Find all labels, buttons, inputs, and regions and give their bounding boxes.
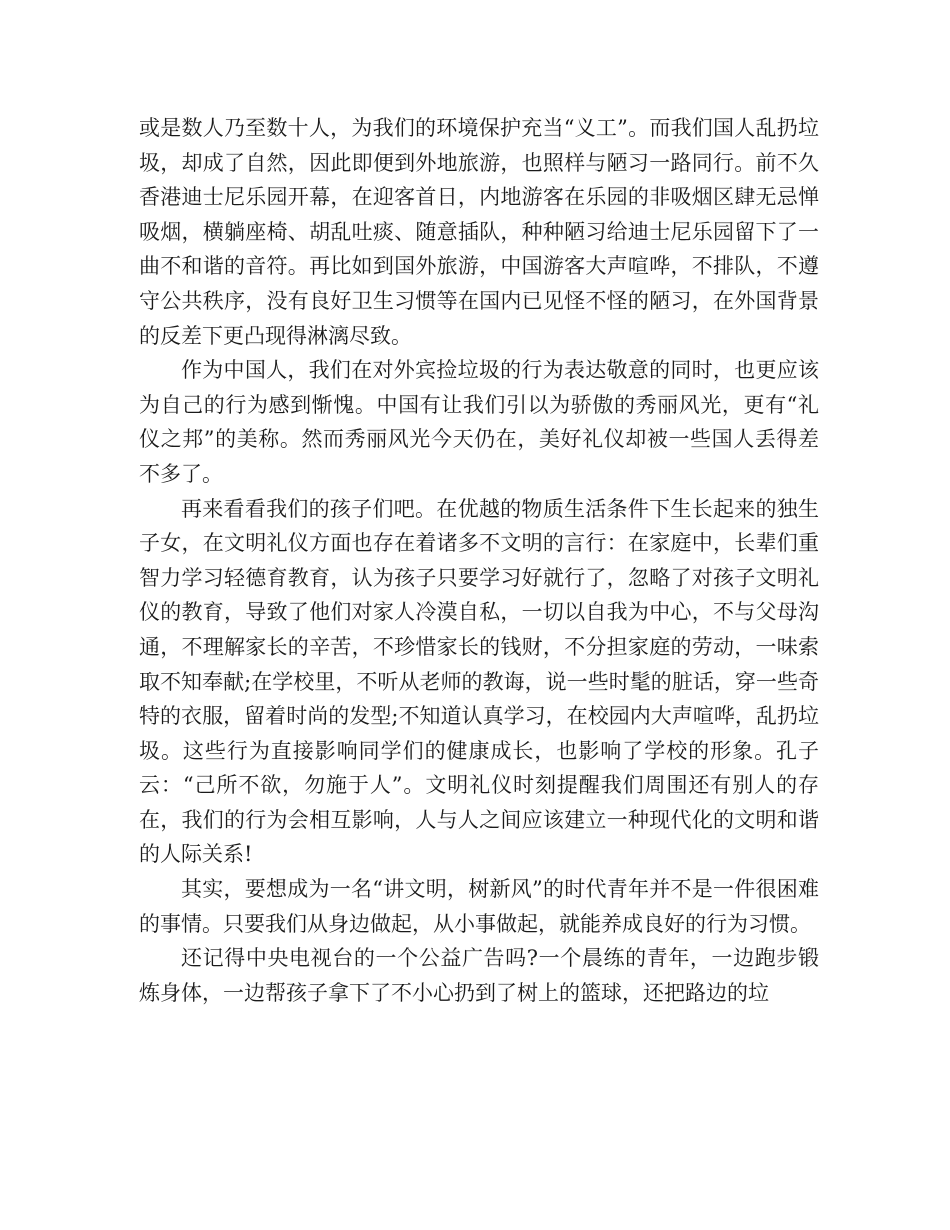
document-body <box>139 111 819 1010</box>
paragraph-3: 再来看看我们的孩子们吧。在优越的物质生活条件下生长起来的独生子女，在文明礼仪方面也存在着诸多不文明的言行：在家庭中，长辈们重智力学习轻德育教育，认为孩子只要学习好就行了，忽略了对孩子文明礼仪的教育，导致了他们对家人冷漠自私，一切以自我为中心，不与父母沟通，不理解家长的辛苦，不珍惜家长的钱财，不分担家庭的劳动，一味索取不知奉献;在学校里，不听从老师的教诲，说一些时髦的脏话，穿一些奇特的衣服，留着时尚的发型;不知道认真学习，在校园内大声喧哗，乱扔垃圾。这些行为直接影响同学们的健康成长，也影响了学校的形象。孔子云：“己所不欲，勿施于人”。文明礼仪时刻提醒我们周围还有别人的存在，我们的行为会相互影响，人与人之间应该建立一种现代化的文明和谐的人际关系! <box>139 496 819 867</box>
paragraph-5: 还记得中央电视台的一个公益广告吗?一个晨练的青年，一边跑步锻炼身体，一边帮孩子拿下了不小心扔到了树上的篮球，还把路边的垃 <box>139 946 819 1005</box>
paragraph-2: 作为中国人，我们在对外宾捡垃圾的行为表达敬意的同时，也更应该为自己的行为感到惭愧。中国有让我们引以为骄傲的秀丽风光，更有“礼仪之邦”的美称。然而秀丽风光今天仍在，美好礼仪却被一些国人丢得差不多了。 <box>139 358 819 486</box>
paragraph-4: 其实，要想成为一名“讲文明，树新风”的时代青年并不是一件很困难的事情。只要我们从身边做起，从小事做起，就能养成良好的行为习惯。 <box>139 877 819 936</box>
paragraph-1: 或是数人乃至数十人，为我们的环境保护充当“义工”。而我们国人乱扔垃圾，却成了自然，因此即便到外地旅游，也照样与陋习一路同行。前不久香港迪士尼乐园开幕，在迎客首日，内地游客在乐园的非吸烟区肆无忌惮吸烟，横躺座椅、胡乱吐痰、随意插队，种种陋习给迪士尼乐园留下了一曲不和谐的音符。再比如到国外旅游，中国游客大声喧哗，不排队，不遵守公共秩序，没有良好卫生习惯等在国内已见怪不怪的陋习，在外国背景的反差下更凸现得淋漓尽致。 <box>139 116 819 348</box>
